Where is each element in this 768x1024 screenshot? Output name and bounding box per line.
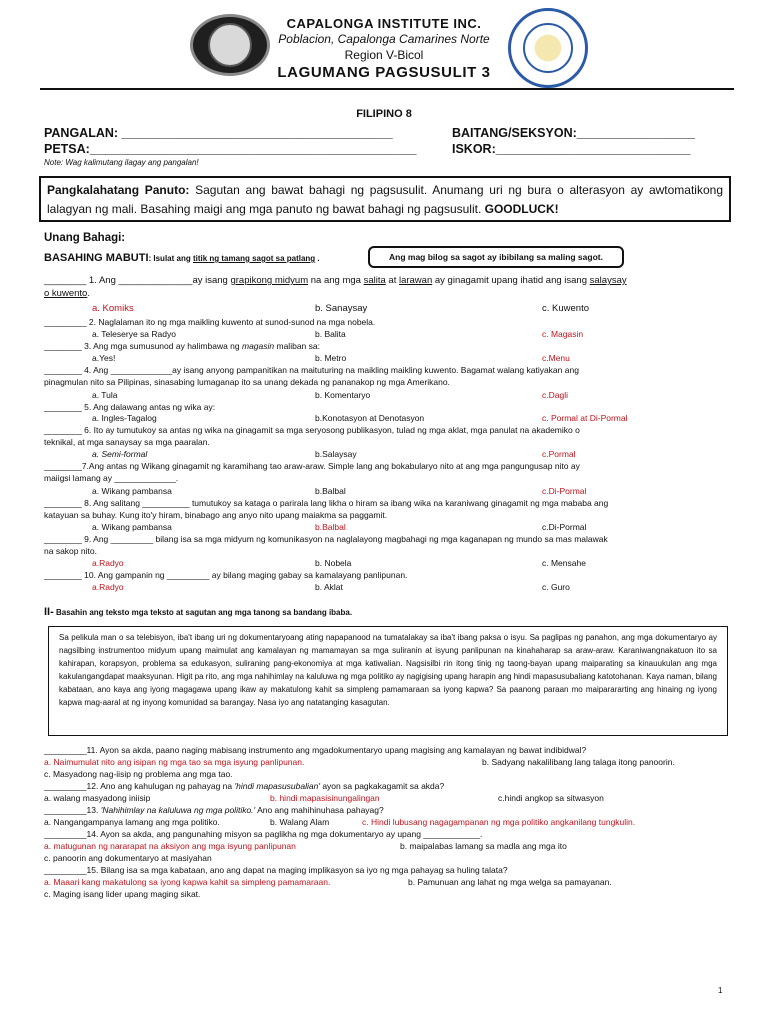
choice-15c: c. Maging isang lider upang maging sikat. xyxy=(44,889,201,899)
choice-8c: c.Di-Pormal xyxy=(542,522,587,532)
choice-8a: a. Wikang pambansa xyxy=(92,522,172,532)
choice-13b: b. Walang Alam xyxy=(270,817,330,827)
choice-11c: c. Masyadong nag-iisip ng problema ang mga tao. xyxy=(44,769,233,779)
part1-instruction-c: . xyxy=(315,254,320,263)
header-divider xyxy=(40,88,734,90)
question-11: _________11. Ayon sa akda, paano naging mabisang instrumento ang mgadokumentaryo upang magising ang kamalayan ng bawat indibidwal? xyxy=(44,745,587,755)
date-field: PETSA:_______________________________________________ xyxy=(44,142,417,156)
name-reminder-note: Note: Wag kalimutang ilagay ang pangalan! xyxy=(44,158,199,167)
question-14: _________14. Ayon sa akda, ang pangunahing misyon sa paglikha ng mga dokumentaryo ay upang ____________. xyxy=(44,829,483,839)
question-8-cont: katayuan sa buhay. Kung ito'y hiram, binabago ang anyo nito upang maiakma sa paggamit. xyxy=(44,510,388,520)
choice-3b: b. Metro xyxy=(315,353,347,363)
choice-5a: a. Ingles-Tagalog xyxy=(92,413,157,423)
choice-2a: a. Teleserye sa Radyo xyxy=(92,329,176,339)
question-1-cont: o kuwento. xyxy=(44,288,90,299)
choice-12a: a. walang masyadong iniisip xyxy=(44,793,151,803)
question-7-cont: maiigsi lamang ay _____________. xyxy=(44,473,179,483)
choice-12b: b. hindi mapasisinungalingan xyxy=(270,793,380,803)
choice-3a: a.Yes! xyxy=(92,353,116,363)
question-12: _________12. Ano ang kahulugan ng pahayag na 'hindi mapasusubalian' ayon sa pagkakagamit sa akda? xyxy=(44,781,445,791)
question-3: ________ 3. Ang mga sumusunod ay halimbawa ng magasin maliban sa: xyxy=(44,341,320,351)
choice-6a: a. Semi-formal xyxy=(92,449,148,459)
choice-9c: c. Mensahe xyxy=(542,558,586,568)
part2-heading xyxy=(44,606,352,618)
choice-11b: b. Sadyang nakalilibang lang talaga itong panoorin. xyxy=(482,757,675,767)
question-15: _________15. Bilang isa sa mga kabataan, ano ang dapat na maging implikasyon sa iyo ng mga pahayag sa huling talata? xyxy=(44,865,508,875)
choice-14c: c. panoorin ang dokumentaryo at masiyahan xyxy=(44,853,212,863)
choice-14b: b. maipalabas lamang sa madla ang mga ito xyxy=(400,841,567,851)
choice-1a: a. Komiks xyxy=(92,303,134,314)
choice-4a: a. Tula xyxy=(92,390,118,400)
choice-9a: a.Radyo xyxy=(92,558,124,568)
choice-3c: c.Menu xyxy=(542,353,570,363)
choice-14a: a. matugunan ng nararapat na aksiyon ang mga isyung panlipunan xyxy=(44,841,296,851)
choice-10b: b. Aklat xyxy=(315,582,343,592)
school-address: Poblacion, Capalonga Camarines Norte xyxy=(278,32,490,46)
choice-4c: c.Dagli xyxy=(542,390,568,400)
question-9-cont: na sakop nito. xyxy=(44,546,97,556)
part1-heading xyxy=(44,252,320,264)
name-field: PANGALAN: _______________________________________ xyxy=(44,126,393,140)
choice-7c: c.Di-Pormal xyxy=(542,486,587,496)
school-region: Region V-Bicol xyxy=(344,48,424,62)
circle-warning-box: Ang mag bilog sa sagot ay ibibilang sa maling sagot. xyxy=(368,246,624,268)
part1-instruction-b: titik ng tamang sagot sa patlang xyxy=(192,254,316,263)
question-8: ________ 8. Ang salitang __________ tumutukoy sa kataga o parirala lang likha o hiram sa ibang wika na karaniwang ginagamit ng mga mababa ang xyxy=(44,498,609,508)
choice-2b: b. Balita xyxy=(315,329,346,339)
general-directions-label: Pangkalahatang Panuto: xyxy=(47,183,190,197)
choice-15a: a. Maaari kang makatulong sa iyong kapwa kahit sa simpleng pamamaraan. xyxy=(44,877,331,887)
question-10: ________ 10. Ang gampanin ng _________ ay bilang maging gabay sa kamalayang panlipunan. xyxy=(44,570,408,580)
question-1: ________ 1. Ang ______________ay isang grapikong midyum na ang mga salita at larawan ay ginagamit upang ihatid ang isang salaysay xyxy=(44,275,627,286)
question-6-cont: teknikal, at mga sanaysay sa mga paaralan. xyxy=(44,437,210,447)
choice-8b: b.Balbal xyxy=(315,522,346,532)
choice-12c: c.hindi angkop sa sitwasyon xyxy=(498,793,604,803)
choice-13a: a. Nangangampanya lamang ang mga politiko. xyxy=(44,817,220,827)
choice-10c: c. Guro xyxy=(542,582,570,592)
choice-1b: b. Sanaysay xyxy=(315,303,368,314)
question-13: _________13. 'Nahihimlay na kaluluwa ng mga politiko.' Ano ang mahihinuhasa pahayag? xyxy=(44,805,384,815)
grade-section-field: BAITANG/SEKSYON:_________________ xyxy=(452,126,695,140)
choice-5c: c. Pormal at Di-Pormal xyxy=(542,413,628,423)
choice-9b: b. Nobela xyxy=(315,558,352,568)
choice-5b: b.Konotasyon at Denotasyon xyxy=(315,413,425,423)
choice-6c: c.Pormal xyxy=(542,449,576,459)
part1-instruction-a: : Isulat ang xyxy=(148,254,193,263)
question-9: ________ 9. Ang _________ bilang isa sa mga midyum ng komunikasyon na naglalayong magbahagi ng mga kaganapan ng mundo sa mas malawak xyxy=(44,534,608,544)
reading-passage: Sa pelikula man o sa telebisyon, iba't ibang uri ng dokumentaryoang ating napapanood na tumatalakay sa iba't ibang paksa o isyu. Sa paglipas ng panahon, ang mga dokumentaryo ay nagsilbing instrumentoo midyum upang maimulat ang kamalayan ng mamamayan sa mga suliranin at isyung panlipunan na kinahaharap sa araw-araw. Karaniwangnakatuon ito sa kahirapan, korapsyon, problema sa edukasyon, suliraning pang-ekonomiya at mga katiwalian. Nagsisilbi rin itong tinig ng taong-bayan upang maiparating sa kinauukulan ang mga kakulangangdapat maaksyunan. Higit pa rito, ang mga nahihimlay na kaluluwa ng mga politiko ay nagigising upang harapin ang hindi mapasusubaliang katotohanan. Kaya naman, bilang kabataan, ano kaya ang iyong magagawa upang ikaw ay makatulong kahit sa simpleng pamamaraan sa iyong kapwa? Sa paanong paraan mo maiparararting ang hinaing ng iyong kapwa mag-aaral at ng inyong komunidad sa barangay. Nasa iyo ang natatanging kasagutan. xyxy=(48,626,728,736)
question-4-cont: pinagmulan nito sa Pilipinas, sinasabing lumaganap ito sa unang dekada ng pananakop ng mga Amerikano. xyxy=(44,377,450,387)
page-number: 1 xyxy=(718,986,723,995)
question-7: ________7.Ang antas ng Wikang ginagamit ng karamihang tao araw-araw. Simple lang ang bokabularyo nito at ang mga pangungusap nito ay xyxy=(44,461,580,471)
choice-15b: b. Pamunuan ang lahat ng mga welga sa pamayanan. xyxy=(408,877,612,887)
choice-10a: a.Radyo xyxy=(92,582,124,592)
question-5: ________ 5. Ang dalawang antas ng wika ay: xyxy=(44,402,216,412)
choice-11a: a. Naimumulat nito ang isipan ng mga tao sa mga isyung panlipunan. xyxy=(44,757,305,767)
exam-title: LAGUMANG PAGSUSULIT 3 xyxy=(277,64,491,81)
general-directions-text: Sagutan ang bawat bahagi ng pagsusulit. Anumang uri ng bura o alterasyon ay awtomatikong lalagyan ng mali. Basahing maigi ang mga panuto ng bawat bahagi ng pagsusulit. xyxy=(47,183,723,216)
school-name: CAPALONGA INSTITUTE INC. xyxy=(286,16,482,31)
choice-2c: c. Magasin xyxy=(542,329,584,339)
choice-7a: a. Wikang pambansa xyxy=(92,486,172,496)
choice-4b: b. Komentaryo xyxy=(315,390,371,400)
part2-instruction: Basahin ang teksto mga teksto at sagutan ang mga tanong sa bandang ibaba. xyxy=(53,608,353,617)
choice-7b: b.Balbal xyxy=(315,486,346,496)
choice-6b: b.Salaysay xyxy=(315,449,357,459)
part1-heading-label: BASAHING MABUTI xyxy=(44,252,149,264)
subject-title: FILIPINO 8 xyxy=(356,108,412,120)
score-field: ISKOR:____________________________ xyxy=(452,142,691,156)
general-directions xyxy=(39,176,731,222)
question-6: ________ 6. Ito ay tumutukoy sa antas ng wika na ginagamit sa mga seryosong publikasyon, tulad ng mga aklat, mga panulat na akademiko o xyxy=(44,425,580,435)
goodluck-text: GOODLUCK! xyxy=(484,202,559,216)
question-4: ________ 4. Ang _____________ay isang anyong pampanitikan na maituturing na maikling maikling kuwento. Bagamat walang katiyakan ang xyxy=(44,365,579,375)
choice-1c: c. Kuwento xyxy=(542,303,589,314)
part1-title: Unang Bahagi: xyxy=(44,232,126,244)
question-2: _________ 2. Naglalaman ito ng mga maikling kuwento at sunod-sunod na mga nobela. xyxy=(44,317,376,327)
part2-number: II- xyxy=(44,606,54,618)
choice-13c: c. Hindi lubusang nagagampanan ng mga politiko angkanilang tungkulin. xyxy=(362,817,636,827)
